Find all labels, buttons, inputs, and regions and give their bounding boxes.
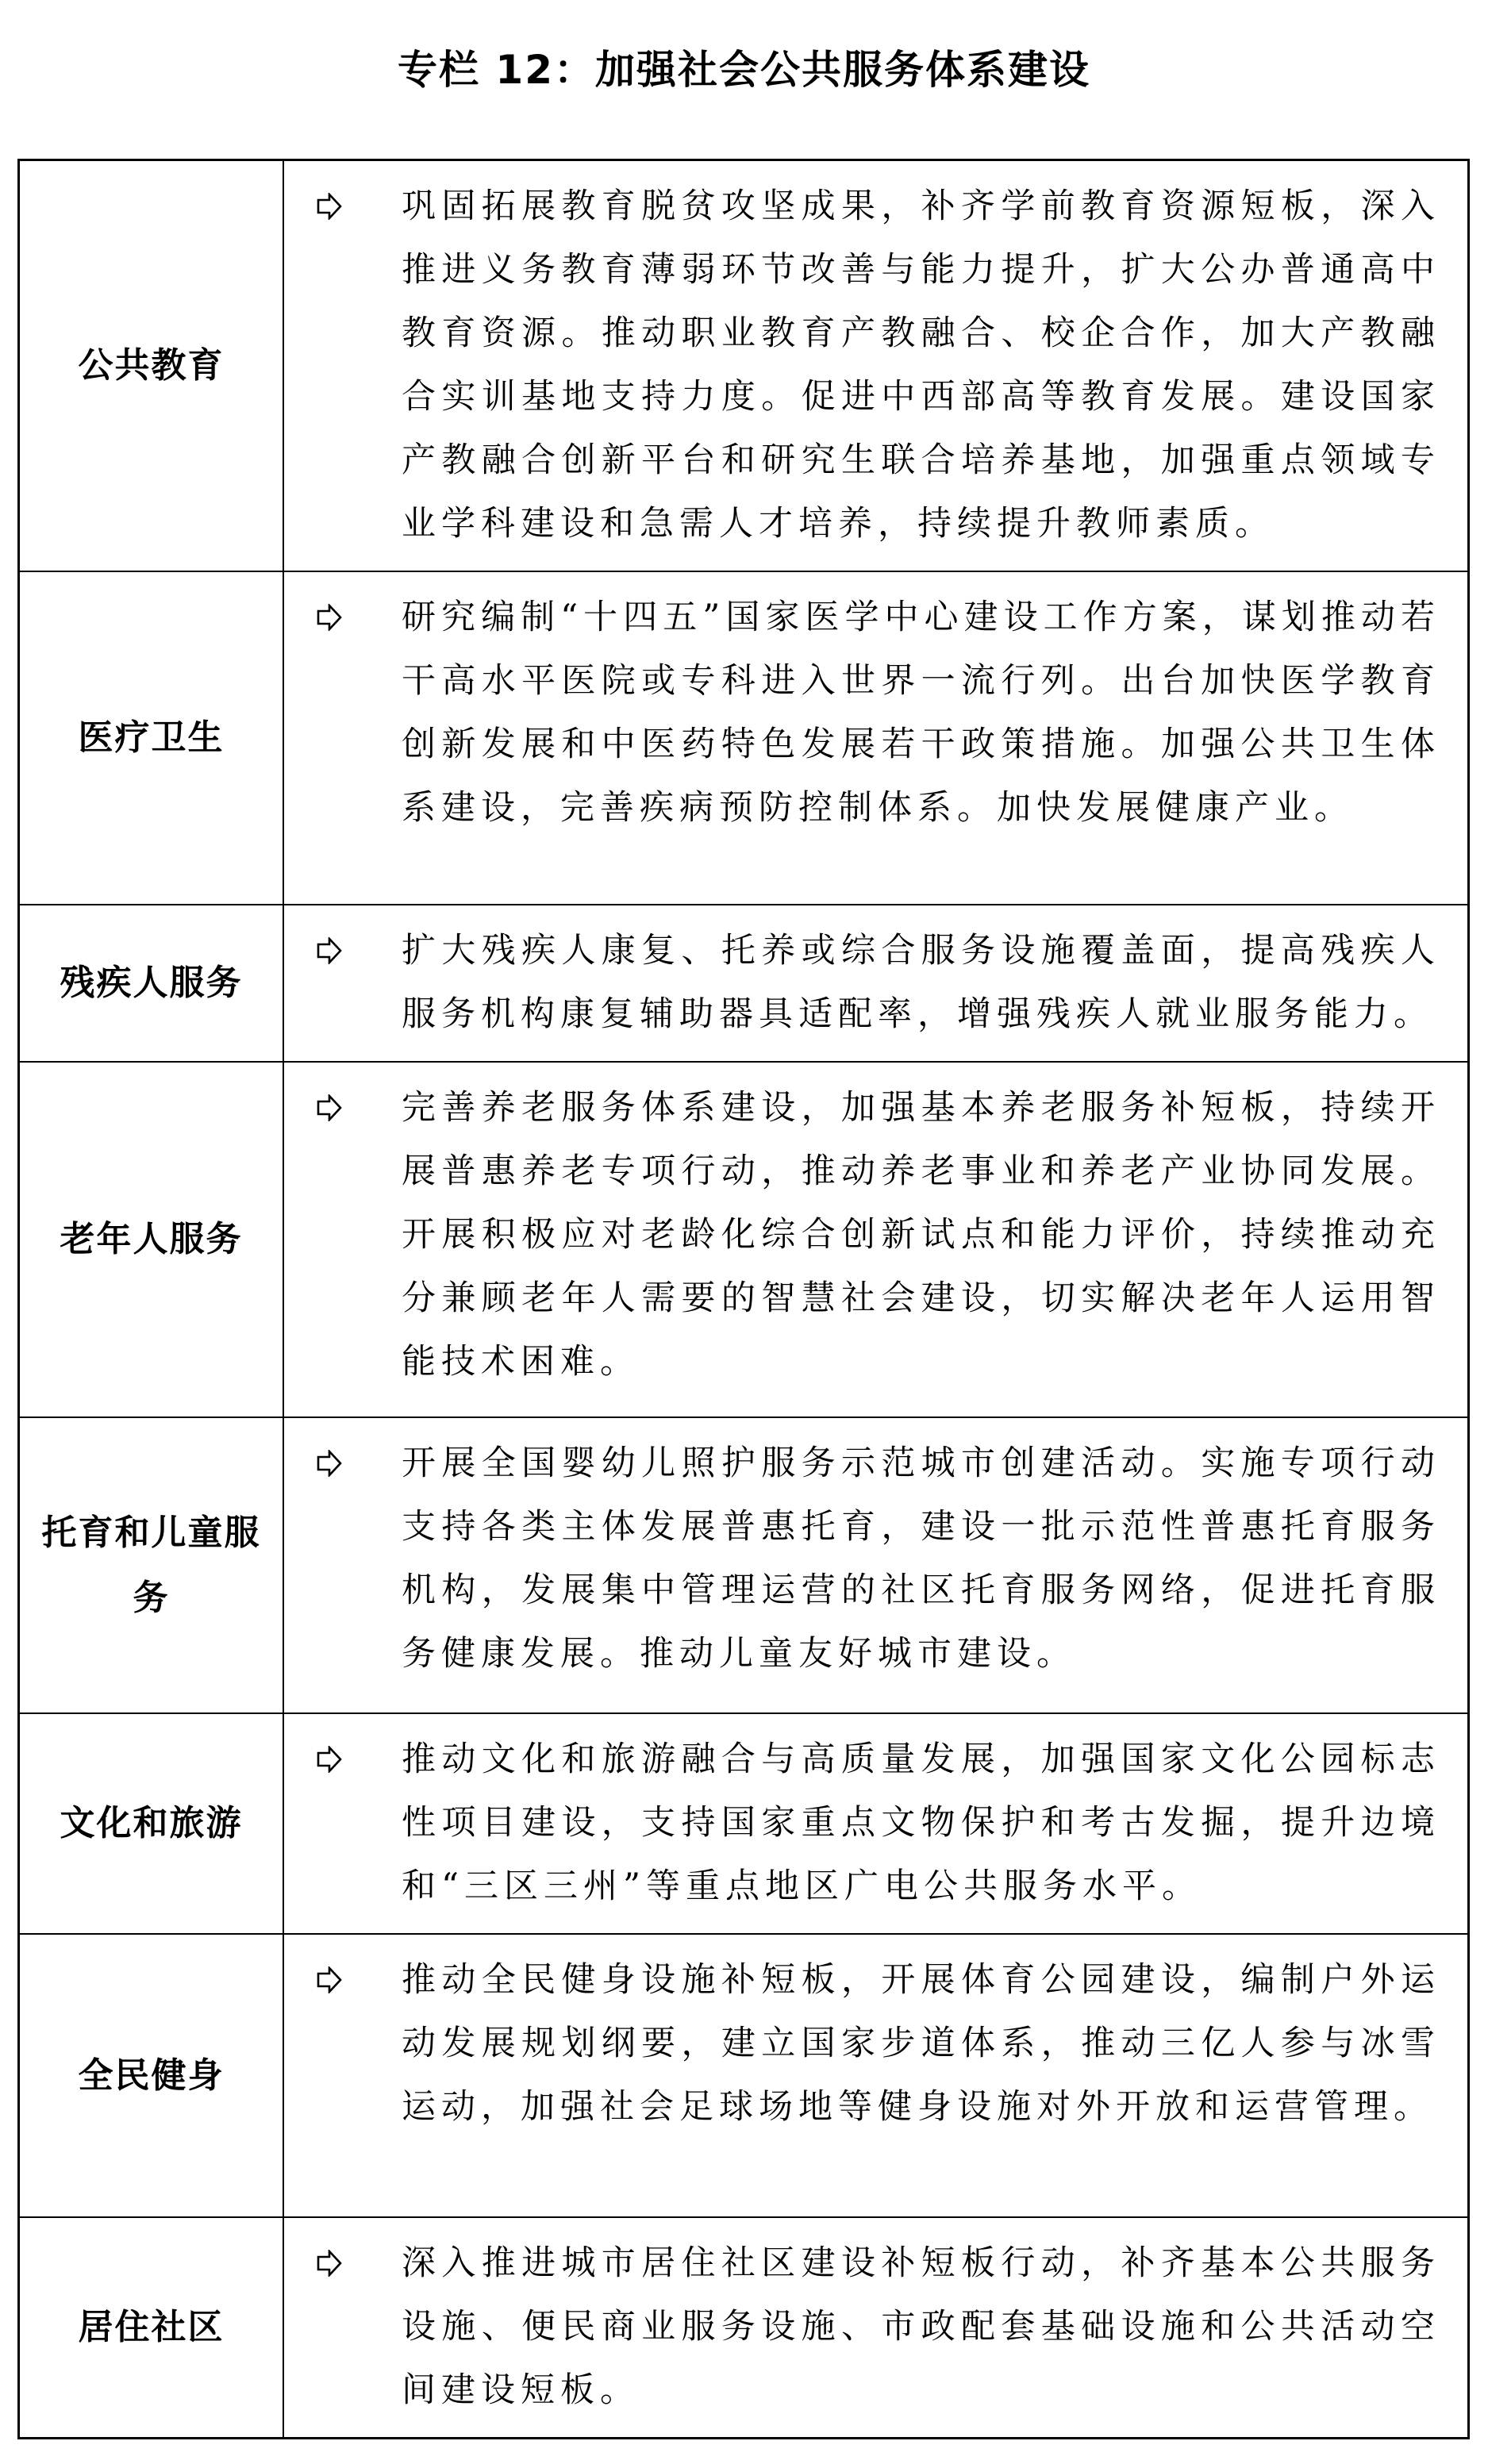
row-text: 深入推进城市居住社区建设补短板行动，补齐基本公共服务设施、便民商业服务设施、市政配套基础设施和公共活动空间建设短板。 xyxy=(402,2243,1440,2410)
row-category: 居住社区 xyxy=(19,2217,284,2439)
row-content xyxy=(283,2217,1469,2439)
row-text: 完善养老服务体系建设，加强基本养老服务补短板，持续开展普惠养老专项行动，推动养老事业和养老产业协同发展。开展积极应对老龄化综合创新试点和能力评价，持续推动充分兼顾老年人需要的智慧社会建设，切实解决老年人运用智能技术困难。 xyxy=(402,1088,1440,1382)
hollow-arrow-icon xyxy=(316,1076,362,1140)
table-row xyxy=(19,1417,1469,1713)
row-content xyxy=(283,160,1469,572)
hollow-arrow-icon xyxy=(316,2231,362,2295)
row-text: 推动全民健身设施补短板，开展体育公园建设，编制户外运动发展规划纲要，建立国家步道体系，推动三亿人参与冰雪运动，加强社会足球场地等健身设施对外开放和运营管理。 xyxy=(402,1960,1440,2127)
hollow-arrow-icon xyxy=(316,1432,362,1495)
row-content xyxy=(283,1062,1469,1417)
row-category: 公共教育 xyxy=(19,160,284,572)
hollow-arrow-icon xyxy=(316,1728,362,1791)
program-table xyxy=(17,159,1470,2439)
row-content xyxy=(283,1713,1469,1934)
table-row xyxy=(19,1713,1469,1934)
row-text: 巩固拓展教育脱贫攻坚成果，补齐学前教育资源短板，深入推进义务教育薄弱环节改善与能力提升，扩大公办普通高中教育资源。推动职业教育产教融合、校企合作，加大产教融合实训基地支持力度。促进中西部高等教育发展。建设国家产教融合创新平台和研究生联合培养基地，加强重点领域专业学科建设和急需人才培养，持续提升教师素质。 xyxy=(402,186,1440,544)
row-category: 残疾人服务 xyxy=(19,905,284,1062)
row-content xyxy=(283,1934,1469,2217)
row-content xyxy=(283,1417,1469,1713)
hollow-arrow-icon xyxy=(316,586,362,649)
table-row xyxy=(19,905,1469,1062)
page-title: 专栏 12：加强社会公共服务体系建设 xyxy=(398,47,1090,93)
row-category: 托育和儿童服务 xyxy=(19,1417,284,1713)
row-text: 开展全国婴幼儿照护服务示范城市创建活动。实施专项行动支持各类主体发展普惠托育，建设一批示范性普惠托育服务机构，发展集中管理运营的社区托育服务网络，促进托育服务健康发展。推动儿童友好城市建设。 xyxy=(402,1443,1440,1674)
table-row xyxy=(19,1934,1469,2217)
row-category: 全民健身 xyxy=(19,1934,284,2217)
hollow-arrow-icon xyxy=(316,175,362,238)
row-content xyxy=(283,571,1469,905)
table-row xyxy=(19,571,1469,905)
table-row xyxy=(19,2217,1469,2439)
hollow-arrow-icon xyxy=(316,919,362,982)
row-text: 扩大残疾人康复、托养或综合服务设施覆盖面，提高残疾人服务机构康复辅助器具适配率，增强残疾人就业服务能力。 xyxy=(402,931,1440,1034)
row-category: 老年人服务 xyxy=(19,1062,284,1417)
table-row xyxy=(19,160,1469,572)
table-row xyxy=(19,1062,1469,1417)
hollow-arrow-icon xyxy=(316,1948,362,2012)
row-text: 研究编制“十四五”国家医学中心建设工作方案，谋划推动若干高水平医院或专科进入世界一流行列。出台加快医学教育创新发展和中医药特色发展若干政策措施。加强公共卫生体系建设，完善疾病预防控制体系。加快发展健康产业。 xyxy=(402,598,1440,828)
row-category: 医疗卫生 xyxy=(19,571,284,905)
row-content xyxy=(283,905,1469,1062)
row-text: 推动文化和旅游融合与高质量发展，加强国家文化公园标志性项目建设，支持国家重点文物保护和考古发掘，提升边境和“三区三州”等重点地区广电公共服务水平。 xyxy=(402,1739,1440,1906)
row-category: 文化和旅游 xyxy=(19,1713,284,1934)
